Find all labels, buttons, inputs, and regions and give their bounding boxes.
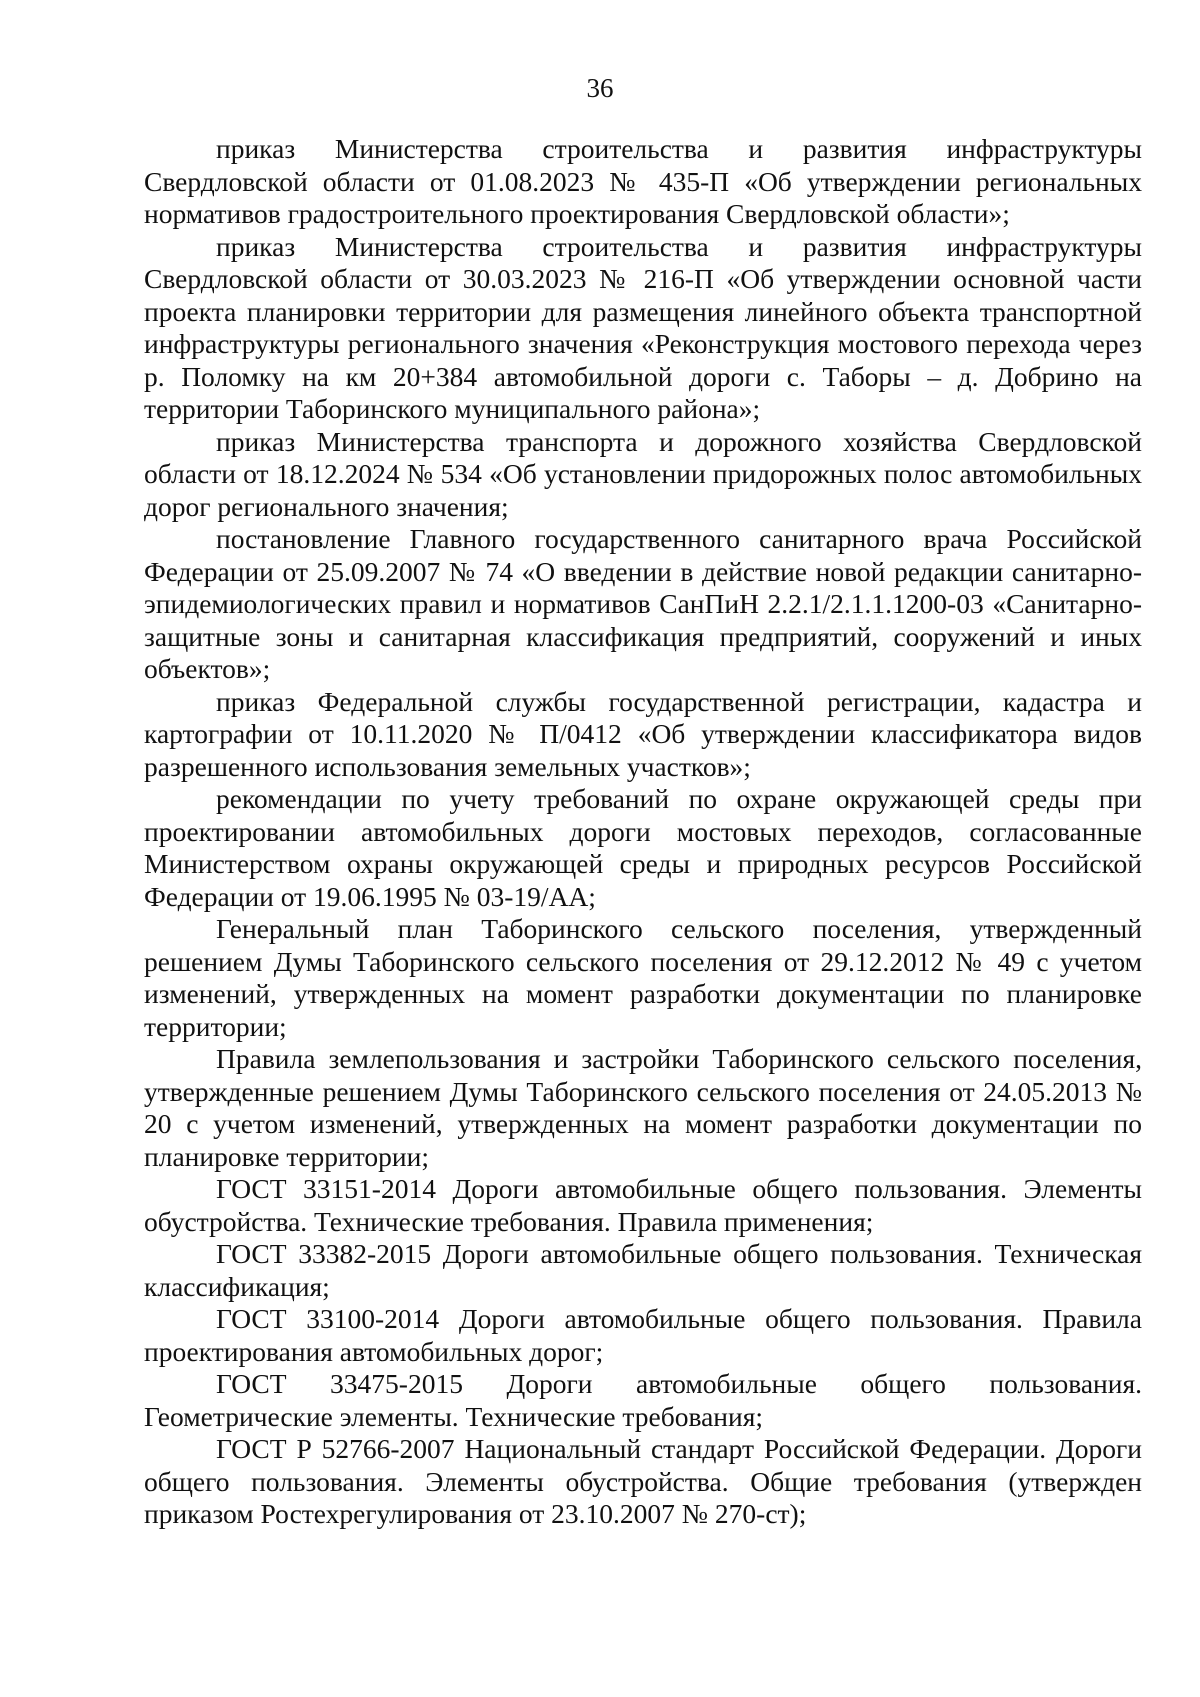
paragraph-order-regional-norms: приказ Министерства строительства и развития инфраструктуры Свердловской области от 01.08.2023 № 435-П «Об утверждении региональных нормативов градостроительного проектирования Свердловской области»; [144,133,1142,229]
paragraph-gost-33100: ГОСТ 33100-2014 Дороги автомобильные общего пользования. Правила проектирования автомобильных дорог; [144,1303,1142,1367]
paragraph-land-use-rules: Правила землепользования и застройки Таборинского сельского поселения, утвержденные решением Думы Таборинского сельского поселения от 24.05.2013 № 20 с учетом изменений, утвержденных на момент разработки документации по планировке территории; [144,1043,1142,1172]
paragraph-general-plan: Генеральный план Таборинского сельского поселения, утвержденный решением Думы Таборинского сельского поселения от 29.12.2012 № 49 с учетом изменений, утвержденных на момент разработки документации по планировке территории; [144,913,1142,1042]
paragraph-gost-33475: ГОСТ 33475-2015 Дороги автомобильные общего пользования. Геометрические элементы. Технические требования; [144,1368,1142,1432]
paragraph-environment-recommendations: рекомендации по учету требований по охране окружающей среды при проектировании автомобильных дороги мостовых переходов, согласованные Министерством охраны окружающей среды и природных ресурсов Российской Федерации от 19.06.1995 № 03-19/АА; [144,783,1142,912]
paragraph-sanitary-resolution: постановление Главного государственного санитарного врача Российской Федерации от 25.09.2007 № 74 «О введении в действие новой редакции санитарно-эпидемиологических правил и нормативов СанПиН 2.2.1/2.1.1.1200-03 «Санитарно-защитные зоны и санитарная классификация предприятий, сооружений и иных объектов»; [144,523,1142,684]
paragraph-land-use-classifier: приказ Федеральной службы государственной регистрации, кадастра и картографии от 10.11.2020 № П/0412 «Об утверждении классификатора видов разрешенного использования земельных участков»; [144,685,1142,782]
page-number: 36 [586,73,614,103]
paragraph-gost-33151: ГОСТ 33151-2014 Дороги автомобильные общего пользования. Элементы обустройства. Технические требования. Правила применения; [144,1173,1142,1237]
paragraph-gost-33382: ГОСТ 33382-2015 Дороги автомобильные общего пользования. Техническая классификация; [144,1238,1142,1302]
paragraph-order-planning-project: приказ Министерства строительства и развития инфраструктуры Свердловской области от 30.03.2023 № 216-П «Об утверждении основной части проекта планировки территории для размещения линейного объекта транспортной инфраструктуры регионального значения «Реконструкция мостового перехода через р. Поломку на км 20+384 автомобильной дороги с. Таборы – д. Добрино на территории Таборинского муниципального района»; [144,230,1142,424]
paragraph-gost-r-52766: ГОСТ Р 52766-2007 Национальный стандарт Российской Федерации. Дороги общего пользования. Элементы обустройства. Общие требования (утвержден приказом Ростехрегулирования от 23.10.2007 № 270-ст); [144,1433,1142,1529]
document-body [144,133,1142,1531]
paragraph-order-roadside-strips: приказ Министерства транспорта и дорожного хозяйства Свердловской области от 18.12.2024 № 534 «Об установлении придорожных полос автомобильных дорог регионального значения; [144,425,1142,522]
